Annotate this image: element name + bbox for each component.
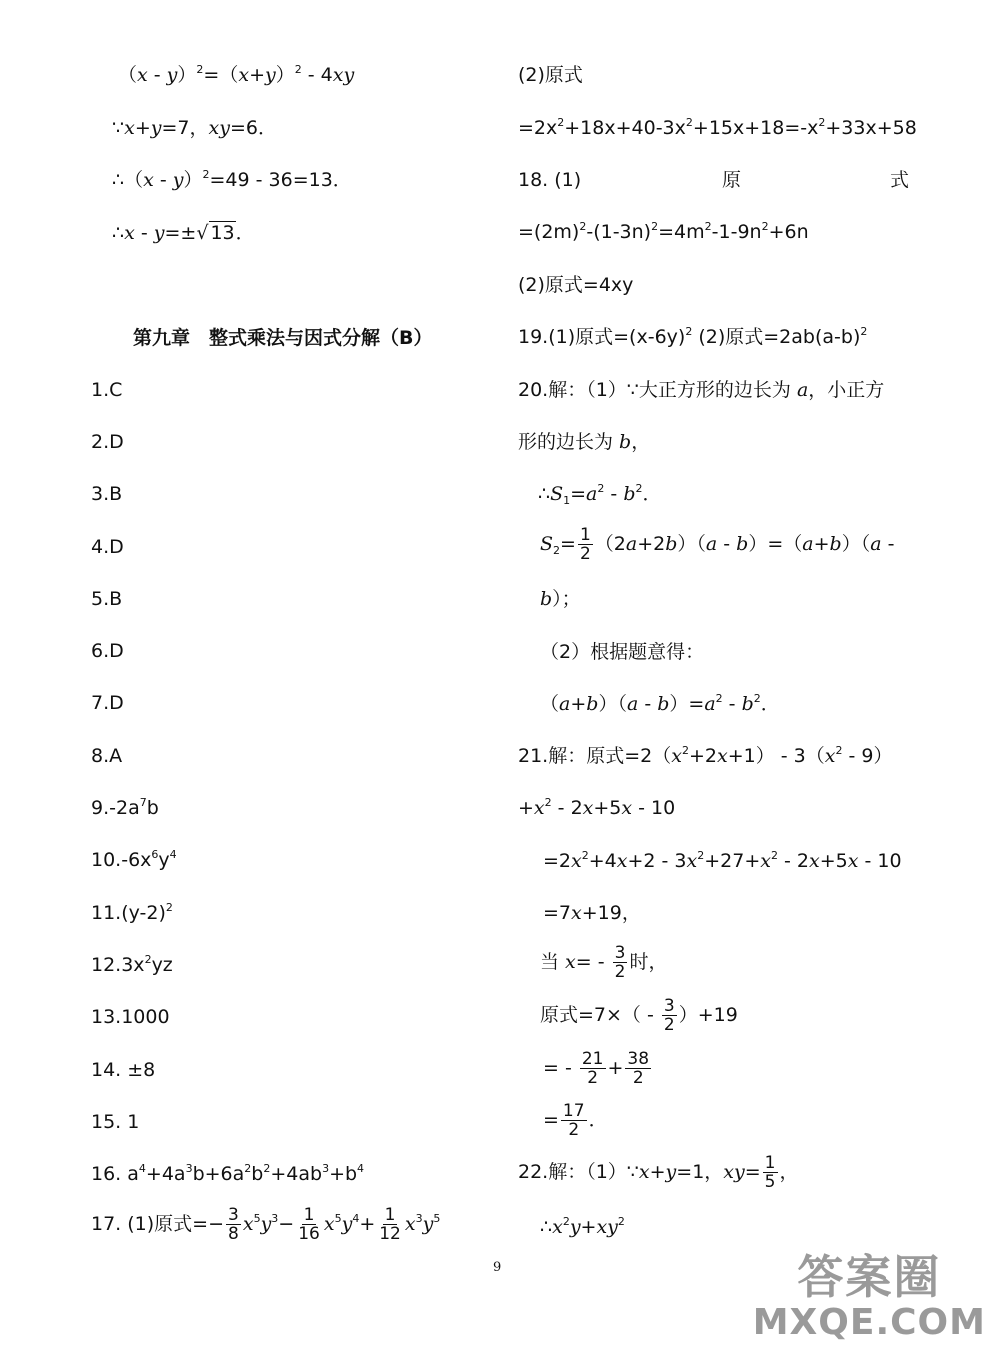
answer-16: 16. $a^4+4a^3b+6a^2b^2+4ab^3+b^4$ [91, 1162, 365, 1185]
answer-4: 4.D [91, 536, 124, 558]
right-line-22: 22.解：（1）∵x+y=1，xy= $\frac{1}{5}$ ， [518, 1153, 799, 1192]
answer-2: 2.D [91, 431, 124, 453]
right-line-11: b）； [540, 588, 581, 610]
answer-9: $9.-2a^7b$ [91, 796, 159, 819]
fraction: $\frac{21}{2}$ [581, 1049, 604, 1088]
right-line-19: 原式=7×（ - $\frac{3}{2}$ ）+19 [540, 996, 738, 1035]
fraction: $\frac{1}{12}$ [379, 1205, 401, 1244]
right-line-10: $S_2=$ $\frac{1}{2}$ （2a+2b）（a - b）=（a+b）（a - [540, 525, 895, 564]
answer-8: 8.A [91, 745, 123, 767]
fraction: $\frac{3}{8}$ [228, 1205, 239, 1244]
page-number: 9 [493, 1260, 502, 1275]
right-line-8: 形的边长为 b， [518, 431, 651, 453]
right-line-2: $=2x^2+18x+40-3x^2+15x+18=-x^2+33x+58$ [518, 116, 917, 139]
answer-3: 3.B [91, 483, 123, 505]
answer-14: 14. ±8 [91, 1059, 156, 1081]
fraction: $\frac{1}{5}$ [764, 1153, 776, 1192]
answer-13: 13.1000 [91, 1006, 170, 1028]
right-line-13: $(a+b)(a - b)=a^2 - b^2$． [540, 692, 780, 715]
right-line-6: 19.(1)原式$=(x-6y)^2$ (2)原式$=2ab(a-b)^2$ [518, 325, 868, 348]
answer-11: $11.(y-2)^2$ [91, 901, 173, 924]
right-line-9: $\therefore S_1=a^2 - b^2$． [538, 482, 662, 507]
fraction: $\frac{1}{16}$ [298, 1205, 320, 1244]
answer-10: $10.-6x^6y^4$ [91, 848, 177, 871]
answer-1: 1.C [91, 379, 123, 401]
right-line-1: (2)原式 [518, 64, 583, 86]
watermark [753, 1250, 986, 1342]
answer-12: $12.3x^2yz$ [91, 953, 173, 976]
fraction: $\frac{38}{2}$ [627, 1049, 650, 1088]
sqrt-symbol: √ [196, 222, 209, 244]
right-line-21: = $\frac{17}{2}$ ． [543, 1101, 608, 1140]
right-line-23: $\therefore x^2y+xy^2$ [540, 1215, 625, 1238]
left-line-3: ∴（x - y）$^2$=49 - 36=13． [112, 168, 352, 191]
right-line-3: 18. (1) 原 式 [518, 169, 910, 191]
answer-15: 15. 1 [91, 1111, 140, 1133]
right-line-7: 20.解：（1）∵大正方形的边长为 a，小正方 [518, 379, 885, 401]
answer-5: 5.B [91, 588, 123, 610]
fraction: $\frac{3}{2}$ [614, 943, 626, 982]
watermark-url: MXQE.COM [752, 1302, 986, 1343]
right-line-4: $=(2m)^2-(1-3n)^2=4m^2-1-9n^2+6n$ [518, 220, 809, 243]
right-line-20: = - $\frac{21}{2}$ + $\frac{38}{2}$ [543, 1049, 650, 1088]
left-line-1: $(x - y)^2=(x+y)^2 - 4xy$ [118, 63, 355, 86]
left-line-4: ∴x - y=±√ 13． [112, 222, 255, 244]
answer-6: 6.D [91, 640, 124, 662]
fraction: $\frac{17}{2}$ [562, 1101, 585, 1140]
right-line-16: $=2x^2+4x+2 - 3x^2+27+x^2 - 2x+5x - 10$ [543, 849, 902, 872]
right-line-14: 21.解：原式$=2(x^2+2x+1) - 3(x^2 - 9)$ [518, 744, 893, 767]
fraction: $\frac{1}{2}$ [579, 525, 591, 564]
right-line-12: （2）根据题意得： [540, 641, 705, 663]
right-line-17: =7x+19， [543, 902, 641, 924]
fraction: $\frac{3}{2}$ [663, 996, 675, 1035]
chapter-title: 第九章 整式乘法与因式分解（B） [133, 327, 433, 349]
right-line-18: 当 x= - $\frac{3}{2}$ 时， [540, 943, 668, 982]
left-line-2: ∵x+y=7，xy=6． [112, 117, 277, 139]
answer-7: 7.D [91, 692, 124, 714]
right-line-15: $+x^2 - 2x+5x - 10$ [518, 796, 676, 819]
answer-17: 17. (1)原式=− $\frac{3}{8}$ $x^5y^3-$ $\frac{1}{16}$ $x^5y^4+$ $\frac{1}{12}$ $x^3y^5$ [91, 1205, 441, 1244]
watermark-logo: 答案圈 [797, 1250, 942, 1304]
right-line-5: (2)原式=4xy [518, 274, 634, 296]
